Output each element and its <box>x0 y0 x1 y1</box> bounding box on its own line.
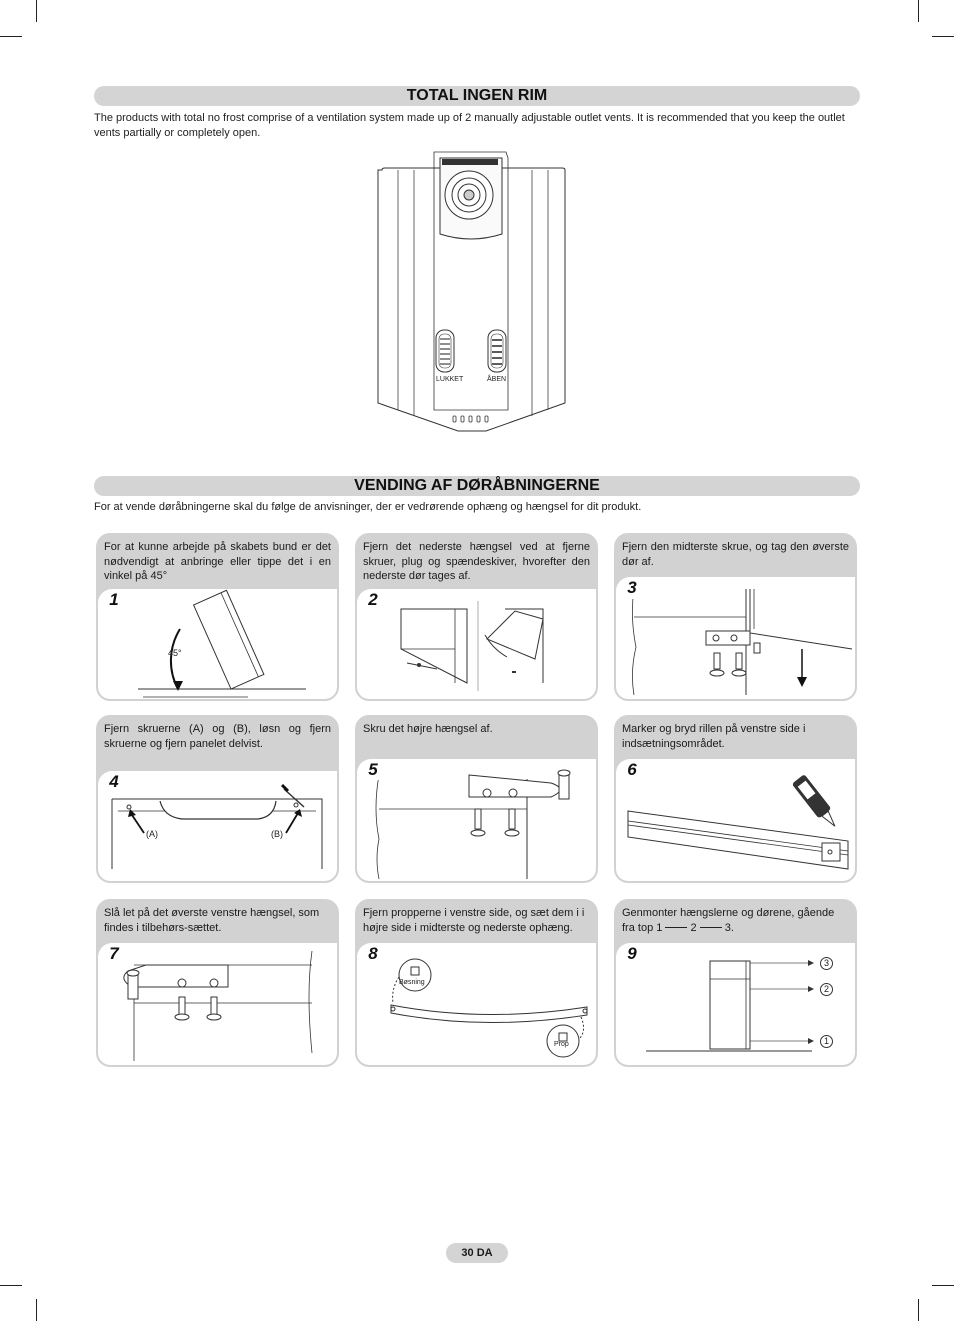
step-8 <box>355 899 598 1067</box>
arrow-icon <box>700 927 722 928</box>
step-2-text: Fjern det nederste hængsel ved at fjerne skruer, plug og spændeskiver, hvorefter den nederste dør tages af. <box>363 541 590 582</box>
vent-closed-label: LUKKET <box>436 376 464 383</box>
step-5 <box>355 715 598 883</box>
step-7-text: Slå let på det øverste venstre hængsel, som findes i tilbehørs-sættet. <box>104 907 320 934</box>
label-a: (A) <box>146 829 158 839</box>
step-7-illustration <box>98 943 337 1065</box>
crop-mark <box>0 36 22 37</box>
step-1-text: For at kunne arbejde på skabets bund er det nødvendigt at anbringe eller tippe det i en vinkel på 45° <box>104 541 331 582</box>
step-3-number: 3 <box>620 577 644 599</box>
section1-description: The products with total no frost comprise of a ventilation system made up of 2 manually adjustable outlet vents. It is recommended that you keep the outlet vents partially or completely open. <box>94 112 845 139</box>
crop-mark <box>932 1285 954 1286</box>
marker-1: 1 <box>820 1035 833 1048</box>
crop-mark <box>36 0 37 22</box>
label-b: (B) <box>271 829 283 839</box>
crop-mark <box>918 1299 919 1321</box>
step-5-illustration <box>357 759 596 881</box>
step-1-illustration <box>98 589 337 699</box>
step-4-number: 4 <box>102 771 126 793</box>
crop-mark <box>36 1299 37 1321</box>
bosning-label: Bøsning <box>399 979 425 986</box>
vent-open-label: ÅBEN <box>487 376 507 383</box>
step-3-illustration <box>616 577 855 699</box>
step-8-illustration <box>357 943 596 1065</box>
step-6-number: 6 <box>620 759 644 781</box>
step-6-text: Marker og bryd rillen på venstre side i indsætningsområdet. <box>622 723 806 750</box>
step-3 <box>614 533 857 701</box>
step-9-number: 9 <box>620 943 644 965</box>
crop-mark <box>0 1285 22 1286</box>
ventilation-illustration <box>376 148 568 432</box>
step-1 <box>96 533 339 701</box>
step-4-text: Fjern skruerne (A) og (B), løsn og fjern skruerne og fjern panelet delvist. <box>104 723 331 750</box>
prop-label: Prop <box>554 1041 569 1048</box>
step-6 <box>614 715 857 883</box>
step-8-number: 8 <box>361 943 385 965</box>
section2-description: For at vende døråbningerne skal du følge de anvisninger, der er vedrørende ophæng og hængsel for dit produkt. <box>94 501 642 513</box>
step-9-text-c: 3. <box>724 921 734 934</box>
step-5-number: 5 <box>361 759 385 781</box>
step-8-text: Fjern propperne i venstre side, og sæt dem i i højre side i midterste og nederste ophæng. <box>363 907 585 934</box>
step-9-text-b: 2 <box>690 921 697 934</box>
arrow-icon <box>665 927 687 928</box>
step-3-text: Fjern den midterste skrue, og tag den øverste dør af. <box>622 541 849 568</box>
crop-mark <box>918 0 919 22</box>
section-title-vending: VENDING AF DØRÅBNINGERNE <box>94 476 860 496</box>
step-2-illustration <box>357 589 596 699</box>
page-number: 30 DA <box>446 1243 508 1263</box>
angle-label: 45° <box>168 648 182 658</box>
marker-2: 2 <box>820 983 833 996</box>
step-1-number: 1 <box>102 589 126 611</box>
step-5-text: Skru det højre hængsel af. <box>363 723 493 735</box>
step-2-number: 2 <box>361 589 385 611</box>
step-9 <box>614 899 857 1067</box>
step-9-illustration <box>616 943 855 1065</box>
step-7-number: 7 <box>102 943 126 965</box>
step-2 <box>355 533 598 701</box>
section-title-total-ingen-rim: TOTAL INGEN RIM <box>94 86 860 106</box>
step-4 <box>96 715 339 883</box>
step-7 <box>96 899 339 1067</box>
step-9-text-a: Genmonter hængslerne og dørene, gående fra top 1 <box>622 907 835 934</box>
step-6-illustration <box>616 759 855 881</box>
marker-3: 3 <box>820 957 833 970</box>
step-4-illustration <box>98 771 337 881</box>
step-9-text <box>622 906 849 935</box>
crop-mark <box>932 36 954 37</box>
